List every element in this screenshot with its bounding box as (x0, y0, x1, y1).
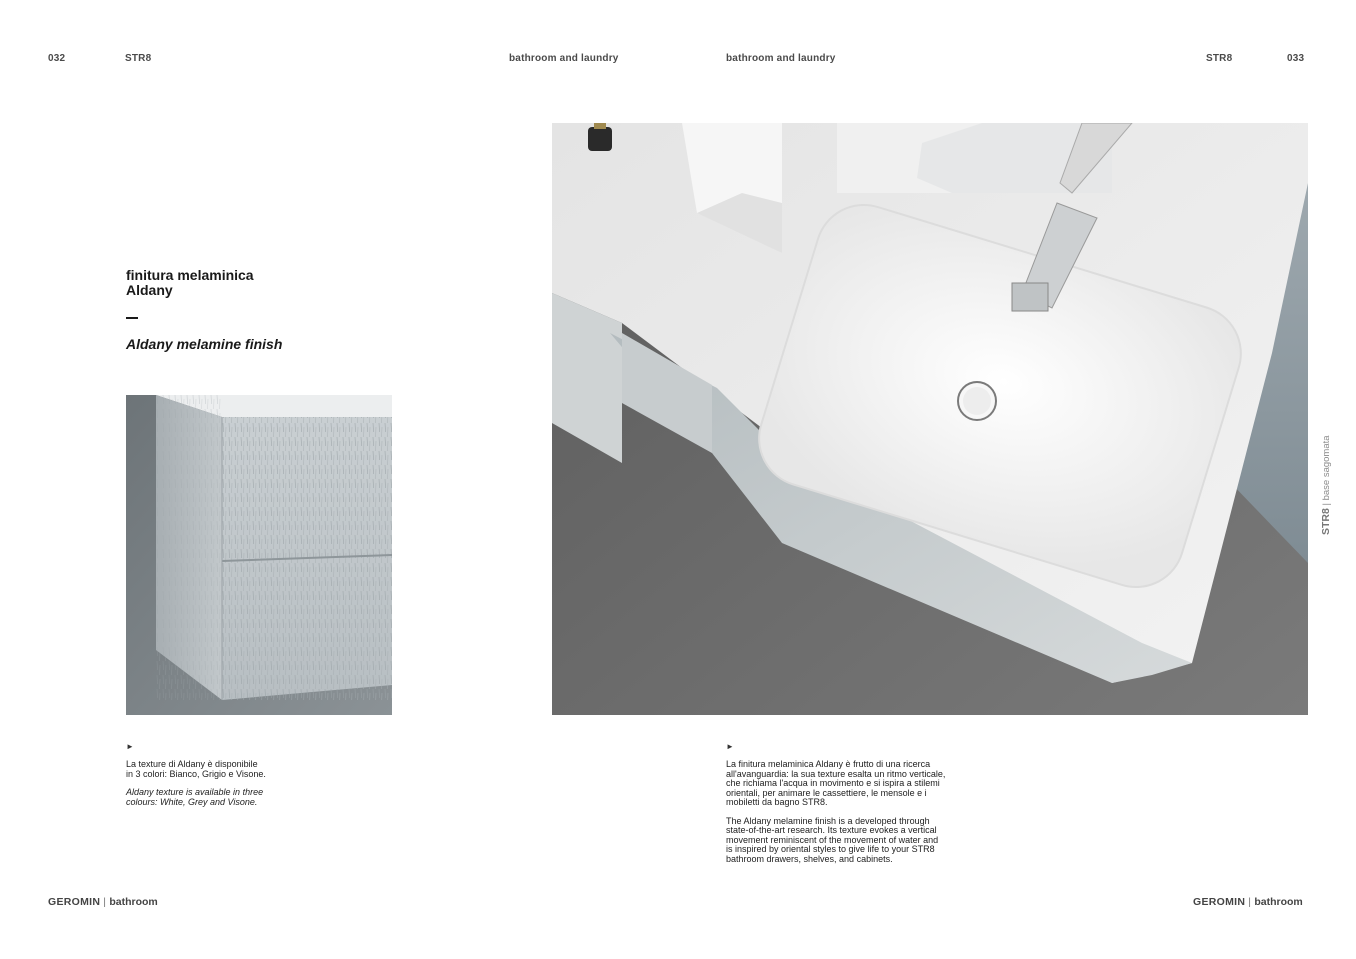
right-caption-arrow-icon: ► (726, 742, 734, 751)
finish-title (126, 268, 254, 298)
left-caption-arrow-icon: ► (126, 742, 134, 751)
right-caption-english-line: state-of-the-art research. Its texture evokes a vertical (726, 825, 937, 835)
left-caption-english (126, 788, 326, 807)
side-label-subtitle: base sagomata (1321, 435, 1332, 501)
right-caption-italian-line: all'avanguardia: la sua texture esalta un ritmo verticale, (726, 768, 946, 779)
side-label-collection: STR8 (1320, 508, 1332, 535)
right-page-number: 033 (1287, 53, 1305, 64)
right-caption-english (726, 817, 986, 865)
finish-title-line-2: Aldany (126, 282, 173, 298)
right-caption-english-line: is inspired by oriental styles to give life to your STR8 (726, 844, 935, 854)
side-label-separator: | (1321, 503, 1332, 506)
left-caption-italian-line: in 3 colori: Bianco, Grigio e Visone. (126, 768, 266, 779)
right-caption-italian-line: mobiletti da bagno STR8. (726, 797, 828, 807)
right-footer-brand: GEROMIN (1193, 896, 1246, 908)
right-section-label: bathroom and laundry (726, 53, 836, 64)
right-collection-label: STR8 (1206, 53, 1233, 64)
left-footer-separator: | (103, 896, 107, 908)
right-footer-sub: bathroom (1254, 896, 1303, 908)
right-caption (726, 760, 986, 873)
left-caption-english-line: colours: White, Grey and Visone. (126, 796, 258, 807)
left-footer-sub: bathroom (109, 896, 158, 908)
left-footer (48, 896, 158, 908)
left-caption-italian (126, 760, 326, 779)
left-caption (126, 760, 326, 816)
left-collection-label: STR8 (125, 53, 152, 64)
side-section-label-text (1320, 435, 1332, 535)
right-caption-italian-line: che richiama l'acqua in movimento e si ispira a stilemi (726, 778, 940, 788)
cabinet-texture-photo (126, 395, 392, 715)
right-footer (1193, 896, 1303, 908)
right-caption-english-line: The Aldany melamine finish is a developed through (726, 815, 930, 826)
right-caption-italian-line: orientali, per animare le cassettiere, le mensole e i (726, 787, 927, 798)
finish-title-line-1: finitura melaminica (126, 267, 254, 283)
right-footer-separator: | (1248, 896, 1252, 908)
left-section-label: bathroom and laundry (509, 53, 619, 64)
left-caption-italian-line: La texture di Aldany è disponibile (126, 759, 258, 769)
right-caption-english-line: movement reminiscent of the movement of water and (726, 834, 939, 845)
title-divider (126, 317, 138, 319)
left-caption-english-line: Aldany texture is available in three (126, 787, 264, 797)
right-caption-italian-line: La finitura melaminica Aldany è frutto di una ricerca (726, 759, 931, 769)
side-section-label (1320, 423, 1334, 535)
finish-subtitle: Aldany melamine finish (126, 336, 283, 352)
right-caption-italian (726, 760, 986, 808)
basin-vanity-photo (552, 123, 1308, 715)
left-footer-brand: GEROMIN (48, 896, 101, 908)
right-caption-english-line: bathroom drawers, shelves, and cabinets. (726, 853, 893, 864)
left-page-number: 032 (48, 53, 66, 64)
